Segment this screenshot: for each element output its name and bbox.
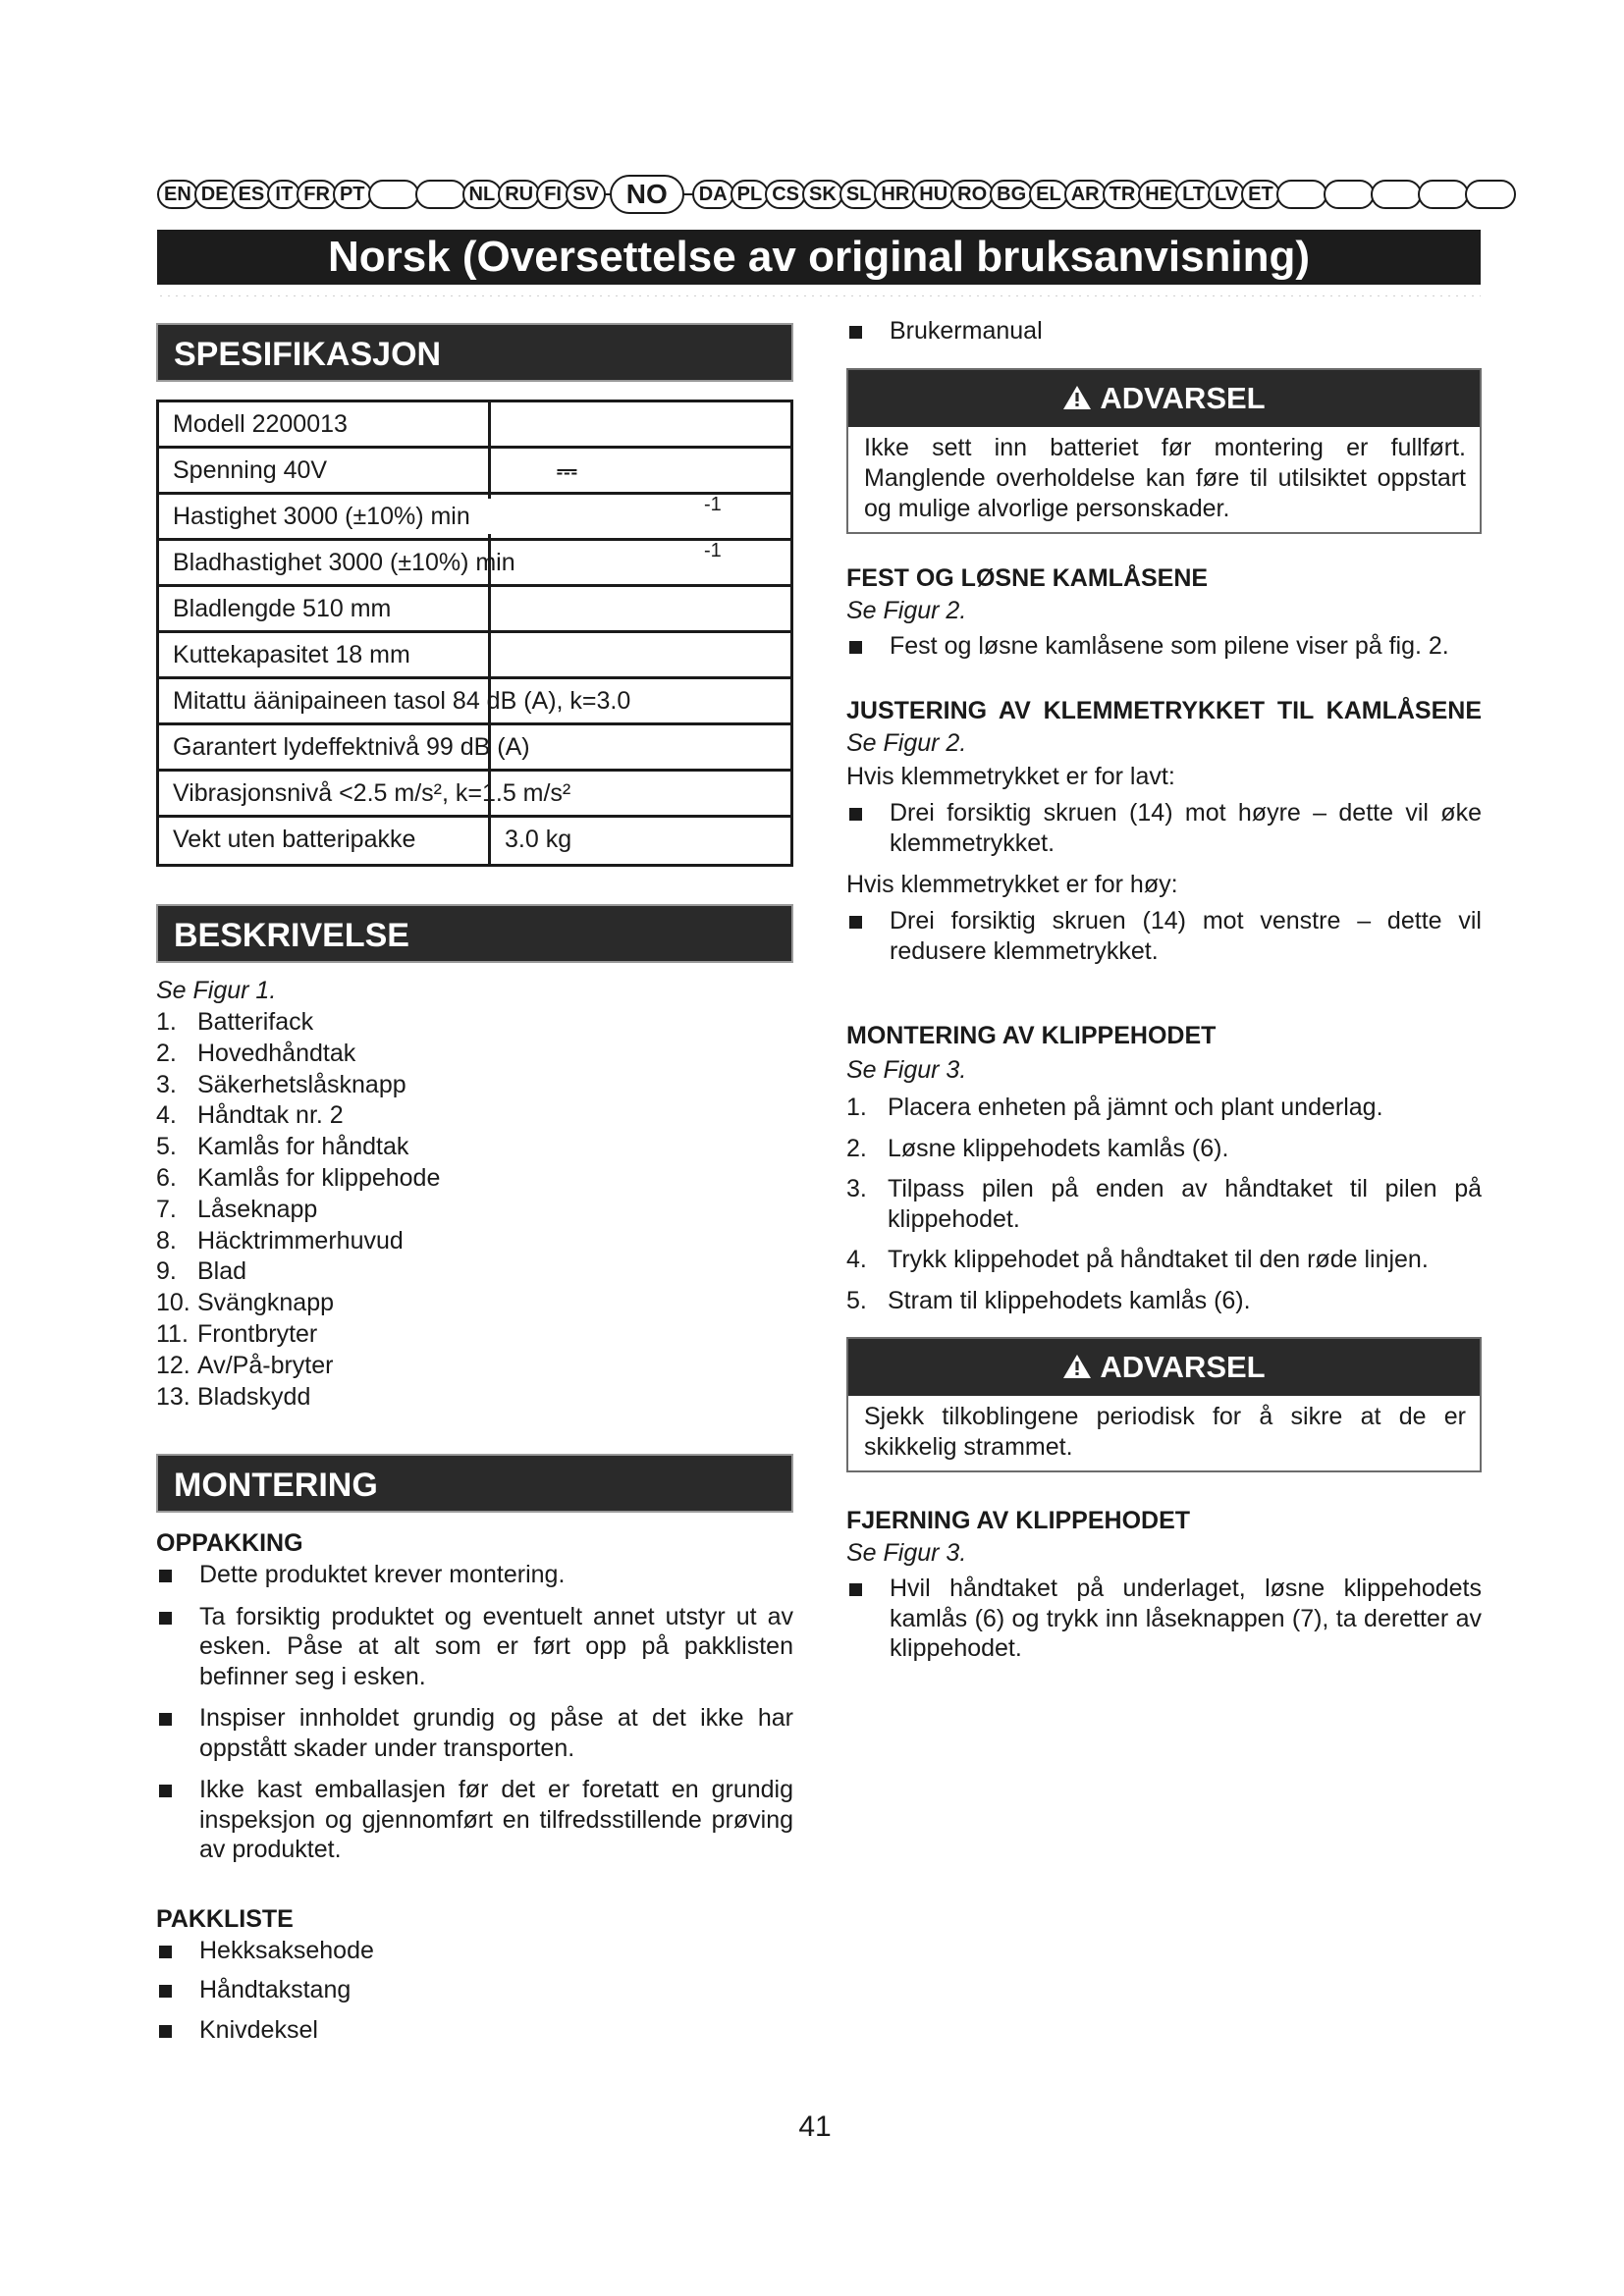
list-number: 7. xyxy=(156,1195,177,1223)
spec-table xyxy=(156,400,793,867)
list-item xyxy=(156,1163,793,1195)
bullet-item: Dette produktet krever montering. xyxy=(156,1560,793,1590)
list-number: 1. xyxy=(156,1008,177,1036)
clamp-high-list xyxy=(846,906,1482,966)
language-tab: NL xyxy=(462,180,503,209)
language-tab: SK xyxy=(802,180,843,209)
list-item xyxy=(846,1093,1482,1123)
clamp-low-list xyxy=(846,798,1482,858)
spec-value: 3.0 kg xyxy=(505,826,572,853)
list-item xyxy=(156,1382,793,1414)
language-tab: FR xyxy=(297,180,337,209)
warning-text: Sjekk tilkoblingene periodisk for å sikre at de er skikkelig strammet. xyxy=(864,1403,1466,1461)
language-tab: RO xyxy=(950,180,994,209)
language-tab: BG xyxy=(990,180,1033,209)
parts-list xyxy=(156,1007,793,1413)
language-tab-empty xyxy=(1276,180,1327,209)
list-text: Håndtak nr. 2 xyxy=(197,1101,344,1130)
warning-title: ADVARSEL xyxy=(1100,1350,1266,1384)
spec-row xyxy=(159,818,790,864)
spec-row xyxy=(159,495,790,541)
list-text: Kamlås for håndtak xyxy=(197,1133,409,1161)
list-text: Av/På-bryter xyxy=(197,1351,334,1379)
language-tabs xyxy=(157,175,1512,214)
language-tab-empty xyxy=(1418,180,1469,209)
language-tab: HR xyxy=(874,180,916,209)
spec-label: Vibrasjonsnivå <2.5 m/s², k=1.5 m/s² xyxy=(173,779,571,807)
list-text: Tilpass pilen på enden av håndtaket til pilen på klippehodet. xyxy=(888,1175,1482,1233)
language-tab: IT xyxy=(267,180,300,209)
list-number: 2. xyxy=(156,1039,177,1067)
spec-row xyxy=(159,772,790,818)
language-tab: ET xyxy=(1241,180,1280,209)
list-item xyxy=(156,1100,793,1132)
spec-label: Bladhastighet 3000 (±10%) min xyxy=(173,549,515,576)
dotted-divider xyxy=(157,294,1481,297)
list-item xyxy=(156,1256,793,1288)
language-tab-empty xyxy=(1371,180,1422,209)
spec-row xyxy=(159,587,790,633)
spec-label: Hastighet 3000 (±10%) min xyxy=(173,503,470,530)
bullet-item: Hekksaksehode xyxy=(156,1936,793,1966)
unit-superscript: -1 xyxy=(704,494,722,515)
language-tab: CS xyxy=(765,180,806,209)
list-item xyxy=(156,1351,793,1382)
cam-locks-list xyxy=(846,631,1482,662)
list-number: 4. xyxy=(156,1101,177,1130)
list-number: 3. xyxy=(156,1070,177,1098)
language-tab: EL xyxy=(1029,180,1068,209)
bullet-item: Hvil håndtaket på underlaget, løsne klippehodets kamlås (6) og trykk inn låseknappen (7), ta deretter av klippehodet. xyxy=(846,1574,1482,1664)
figure-reference: Se Figur 1. xyxy=(156,977,277,1004)
list-item xyxy=(156,1288,793,1319)
list-text: Løsne klippehodets kamlås (6). xyxy=(888,1134,1229,1162)
assembly-heading: MONTERING xyxy=(156,1454,793,1513)
language-tab-empty xyxy=(368,180,419,209)
bullet-item: Ikke kast emballasjen før det er foretatt en grundig inspeksjon og gjennomført en tilfredsstillende prøving av produktet. xyxy=(156,1775,793,1865)
list-text: Hovedhåndtak xyxy=(197,1039,356,1067)
warning-box xyxy=(846,368,1482,534)
list-text: Kamlås for klippehode xyxy=(197,1163,441,1192)
spec-row xyxy=(159,449,790,495)
spec-label: Garantert lydeffektnivå 99 dB (A) xyxy=(173,733,530,761)
language-tab: LT xyxy=(1175,180,1212,209)
description-heading: BESKRIVELSE xyxy=(156,904,793,963)
warning-triangle-icon xyxy=(1062,385,1092,410)
packing-list xyxy=(156,1936,793,2046)
warning-box xyxy=(846,1337,1482,1472)
list-text: Stram til klippehodets kamlås (6). xyxy=(888,1286,1251,1314)
packing-list-continued xyxy=(846,316,1482,347)
language-tab: DA xyxy=(692,180,734,209)
clamp-title: JUSTERING AV KLEMMETRYKKET TIL KAMLÅSENE xyxy=(846,697,1482,724)
list-text: Batterifack xyxy=(197,1008,314,1036)
cam-locks-title: FEST OG LØSNE KAMLÅSENE xyxy=(846,563,1209,592)
list-item xyxy=(156,1195,793,1226)
bullet-item: Fest og løsne kamlåsene som pilene viser på fig. 2. xyxy=(846,631,1482,662)
list-number: 11. xyxy=(156,1319,189,1348)
spec-label: Spenning 40V xyxy=(173,456,328,484)
list-item xyxy=(156,1319,793,1351)
list-text: Häcktrimmerhuvud xyxy=(197,1226,404,1255)
spec-row xyxy=(159,402,790,449)
list-number: 5. xyxy=(846,1286,867,1314)
language-tab-empty xyxy=(1324,180,1375,209)
warning-triangle-icon xyxy=(1062,1354,1092,1379)
list-item xyxy=(156,1070,793,1101)
list-item xyxy=(156,1226,793,1257)
remove-head-title: FJERNING AV KLIPPEHODET xyxy=(846,1507,1191,1534)
warning-title: ADVARSEL xyxy=(1100,380,1266,415)
list-item xyxy=(846,1245,1482,1275)
spec-row xyxy=(159,725,790,772)
bullet-item: Håndtakstang xyxy=(156,1975,793,2005)
list-text: Blad xyxy=(197,1257,247,1286)
bullet-item: Knivdeksel xyxy=(156,2015,793,2046)
language-tab: DE xyxy=(194,180,236,209)
bullet-item: Ta forsiktig produktet og eventuelt annet utstyr ut av esken. Påse at alt som er ført opp på pakklisten befinner seg i esken. xyxy=(156,1602,793,1692)
page-title: Norsk (Oversettelse av original bruksanvisning) xyxy=(157,230,1481,285)
clamp-low-label: Hvis klemmetrykket er for lavt: xyxy=(846,763,1175,790)
page-number: 41 xyxy=(798,2110,832,2143)
spec-label: Vekt uten batteripakke xyxy=(173,826,416,853)
clamp-high-label: Hvis klemmetrykket er for høy: xyxy=(846,871,1178,898)
list-number: 10. xyxy=(156,1289,190,1317)
list-number: 9. xyxy=(156,1257,177,1286)
language-tab-strip xyxy=(157,175,1481,214)
language-tab-empty xyxy=(415,180,466,209)
language-tab: HE xyxy=(1138,180,1179,209)
list-number: 3. xyxy=(846,1175,867,1202)
language-tab: RU xyxy=(498,180,540,209)
list-item xyxy=(846,1174,1482,1234)
bullet-item: Inspiser innholdet grundig og påse at det ikke har oppstått skader under transporten. xyxy=(156,1703,793,1763)
figure-reference: Se Figur 3. xyxy=(846,1539,967,1567)
figure-reference: Se Figur 2. xyxy=(846,596,967,624)
spec-heading: SPESIFIKASJON xyxy=(156,323,793,382)
figure-reference: Se Figur 2. xyxy=(846,729,967,757)
list-number: 12. xyxy=(156,1351,190,1379)
language-tab: NO xyxy=(610,175,684,214)
list-number: 6. xyxy=(156,1163,177,1192)
list-item xyxy=(846,1134,1482,1164)
list-text: Låseknapp xyxy=(197,1195,318,1223)
language-tab: SL xyxy=(839,180,879,209)
spec-label: Bladlengde 510 mm xyxy=(173,595,392,622)
packing-list-title: PAKKLISTE xyxy=(156,1904,294,1933)
list-item xyxy=(156,1132,793,1163)
language-tab: LV xyxy=(1208,180,1245,209)
list-text: Placera enheten på jämnt och plant underlag. xyxy=(888,1094,1383,1121)
list-text: Säkerhetslåsknapp xyxy=(197,1070,406,1098)
spec-label: Modell 2200013 xyxy=(173,410,348,438)
list-item xyxy=(156,1007,793,1039)
spec-row xyxy=(159,679,790,725)
bullet-item: Drei forsiktig skruen (14) mot høyre – dette vil øke klemmetrykket. xyxy=(846,798,1482,858)
language-tab: PT xyxy=(333,180,372,209)
bullet-item: Brukermanual xyxy=(846,316,1482,347)
language-tab: HU xyxy=(912,180,954,209)
list-number: 1. xyxy=(846,1094,867,1121)
left-column xyxy=(156,323,793,2045)
warning-text: Ikke sett inn batteriet før montering er fullført. Manglende overholdelse kan føre til utilsiktet oppstart og mulige alvorlige personskader. xyxy=(864,433,1466,522)
mount-head-steps xyxy=(846,1093,1482,1315)
unpacking-title: OPPAKKING xyxy=(156,1529,303,1558)
mount-head-title: MONTERING AV KLIPPEHODET xyxy=(846,1022,1217,1049)
warning-header xyxy=(848,1339,1480,1396)
language-tab: TR xyxy=(1103,180,1143,209)
language-tab: PL xyxy=(731,180,770,209)
spec-label: Mitattu äänipaineen tasol 84 dB (A), k=3.0 xyxy=(173,687,631,715)
language-tab: EN xyxy=(157,180,198,209)
list-text: Bladskydd xyxy=(197,1382,311,1411)
language-tab: FI xyxy=(536,180,569,209)
list-text: Svängknapp xyxy=(197,1289,335,1317)
spec-label: Kuttekapasitet 18 mm xyxy=(173,641,410,668)
list-number: 5. xyxy=(156,1133,177,1161)
figure-reference: Se Figur 3. xyxy=(846,1056,967,1084)
list-item xyxy=(846,1286,1482,1316)
language-tab-empty xyxy=(1465,180,1516,209)
list-number: 2. xyxy=(846,1134,867,1162)
language-tab: AR xyxy=(1064,180,1107,209)
list-text: Trykk klippehodet på håndtaket til den røde linjen. xyxy=(888,1246,1429,1273)
list-text: Frontbryter xyxy=(197,1319,318,1348)
list-number: 8. xyxy=(156,1226,177,1255)
list-item xyxy=(156,1039,793,1070)
spec-row xyxy=(159,541,790,587)
spec-row xyxy=(159,633,790,679)
dc-symbol-icon: ⎓ xyxy=(557,455,577,485)
remove-head-list xyxy=(846,1574,1482,1664)
unit-superscript: -1 xyxy=(704,540,722,561)
language-tab: SV xyxy=(566,180,606,209)
bullet-item: Drei forsiktig skruen (14) mot venstre – dette vil redusere klemmetrykket. xyxy=(846,906,1482,966)
language-tab: ES xyxy=(232,180,272,209)
list-number: 13. xyxy=(156,1382,190,1411)
unpacking-list xyxy=(156,1560,793,1865)
list-number: 4. xyxy=(846,1246,867,1273)
warning-header xyxy=(848,370,1480,427)
right-column xyxy=(846,316,1482,1664)
